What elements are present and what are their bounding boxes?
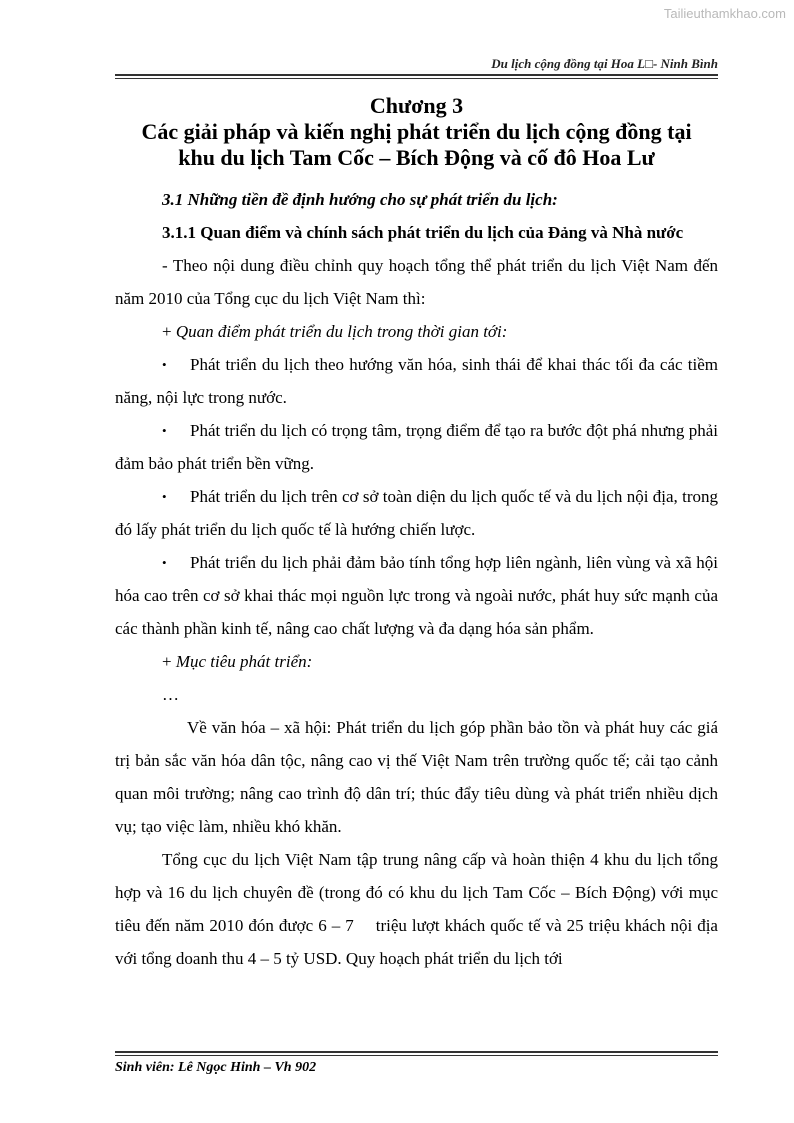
bullet-icon: • — [162, 357, 167, 372]
chapter-title-line-2: khu du lịch Tam Cốc – Bích Động và cố đô Hoa Lư — [178, 145, 655, 170]
header-rule — [115, 74, 718, 76]
footer-rule-thin — [115, 1055, 718, 1056]
footer-student: Sinh viên: Lê Ngọc Hinh – Vh 902 — [115, 1060, 317, 1075]
list-item-text: Phát triển du lịch theo hướng văn hóa, sinh thái để khai thác tối đa các tiềm năng, nội lực trong nước. — [115, 355, 718, 407]
goal-heading — [115, 645, 718, 678]
plan-paragraph — [115, 843, 718, 975]
list-item — [115, 546, 718, 645]
list-item-text: Phát triển du lịch có trọng tâm, trọng điểm để tạo ra bước đột phá nhưng phải đảm bảo phát triển bền vững. — [115, 421, 718, 473]
plan-paragraph-part-2: triệu lượt khách quốc tế và 25 triệu khách nội địa với tổng doanh thu 4 – 5 tỷ USD. Quy hoạch phát triển du lịch tới — [115, 916, 718, 968]
bullet-icon: • — [162, 489, 167, 504]
plan-paragraph-part-1: Tổng cục du lịch Việt Nam tập trung nâng cấp và hoàn thiện 4 khu du lịch tổng hợp và 16 du lịch chuyên đề (trong đó có khu du lịch Tam Cốc – Bích Động) với mục tiêu đến năm 2010 đón được 6 – 7 — [115, 850, 718, 935]
footer-rule — [115, 1051, 718, 1053]
plus-marker: + — [162, 322, 176, 341]
section-heading-3-1: 3.1 Những tiền đề định hướng cho sự phát triển du lịch: — [162, 190, 558, 209]
plus-marker: + — [162, 652, 176, 671]
culture-paragraph: Về văn hóa – xã hội: Phát triển du lịch góp phần bảo tồn và phát huy các giá trị bản sắc văn hóa dân tộc, nâng cao vị thế Việt Nam trên trường quốc tế; cải tạo cảnh quan môi trường; nâng cao trình độ dân trí; thúc đẩy tiêu dùng và phát triển nhiều dịch vụ; tạo việc làm, nhiều khó khăn. — [115, 718, 718, 836]
bullet-icon: • — [162, 555, 167, 570]
viewpoint-heading-text: Quan điểm phát triển du lịch trong thời gian tới: — [175, 322, 508, 341]
chapter-number: Chương 3 — [369, 93, 464, 118]
ellipsis-line: … — [162, 685, 179, 704]
goal-heading-text: Mục tiêu phát triển: — [175, 652, 313, 671]
header-rule-thin — [115, 78, 718, 79]
watermark-text: Tailieuthamkhao.com — [663, 6, 786, 21]
chapter-title-line-1: Các giải pháp và kiến nghị phát triển du lịch cộng đồng tại — [141, 119, 692, 144]
intro-paragraph: - Theo nội dung điều chỉnh quy hoạch tổng thể phát triển du lịch Việt Nam đến năm 2010 của Tổng cục du lịch Việt Nam thì: — [115, 256, 718, 308]
running-header: Du lịch cộng đồng tại Hoa L□- Ninh Bình — [491, 56, 718, 71]
bullet-icon: • — [162, 423, 167, 438]
list-item — [115, 480, 718, 546]
page-content — [115, 93, 718, 975]
list-item — [115, 414, 718, 480]
list-item-text: Phát triển du lịch trên cơ sở toàn diện du lịch quốc tế và du lịch nội địa, trong đó lấy phát triển du lịch quốc tế là hướng chiến lược. — [115, 487, 718, 539]
list-item-text: Phát triển du lịch phải đảm bảo tính tổng hợp liên ngành, liên vùng và xã hội hóa cao trên cơ sở khai thác mọi nguồn lực trong và ngoài nước, phát huy sức mạnh của các thành phần kinh tế, nâng cao chất lượng và đa dạng hóa sản phẩm. — [115, 553, 718, 638]
list-item — [115, 348, 718, 414]
section-heading-3-1-1: 3.1.1 Quan điểm và chính sách phát triển du lịch của Đảng và Nhà nước — [162, 223, 684, 242]
viewpoint-heading — [115, 315, 718, 348]
